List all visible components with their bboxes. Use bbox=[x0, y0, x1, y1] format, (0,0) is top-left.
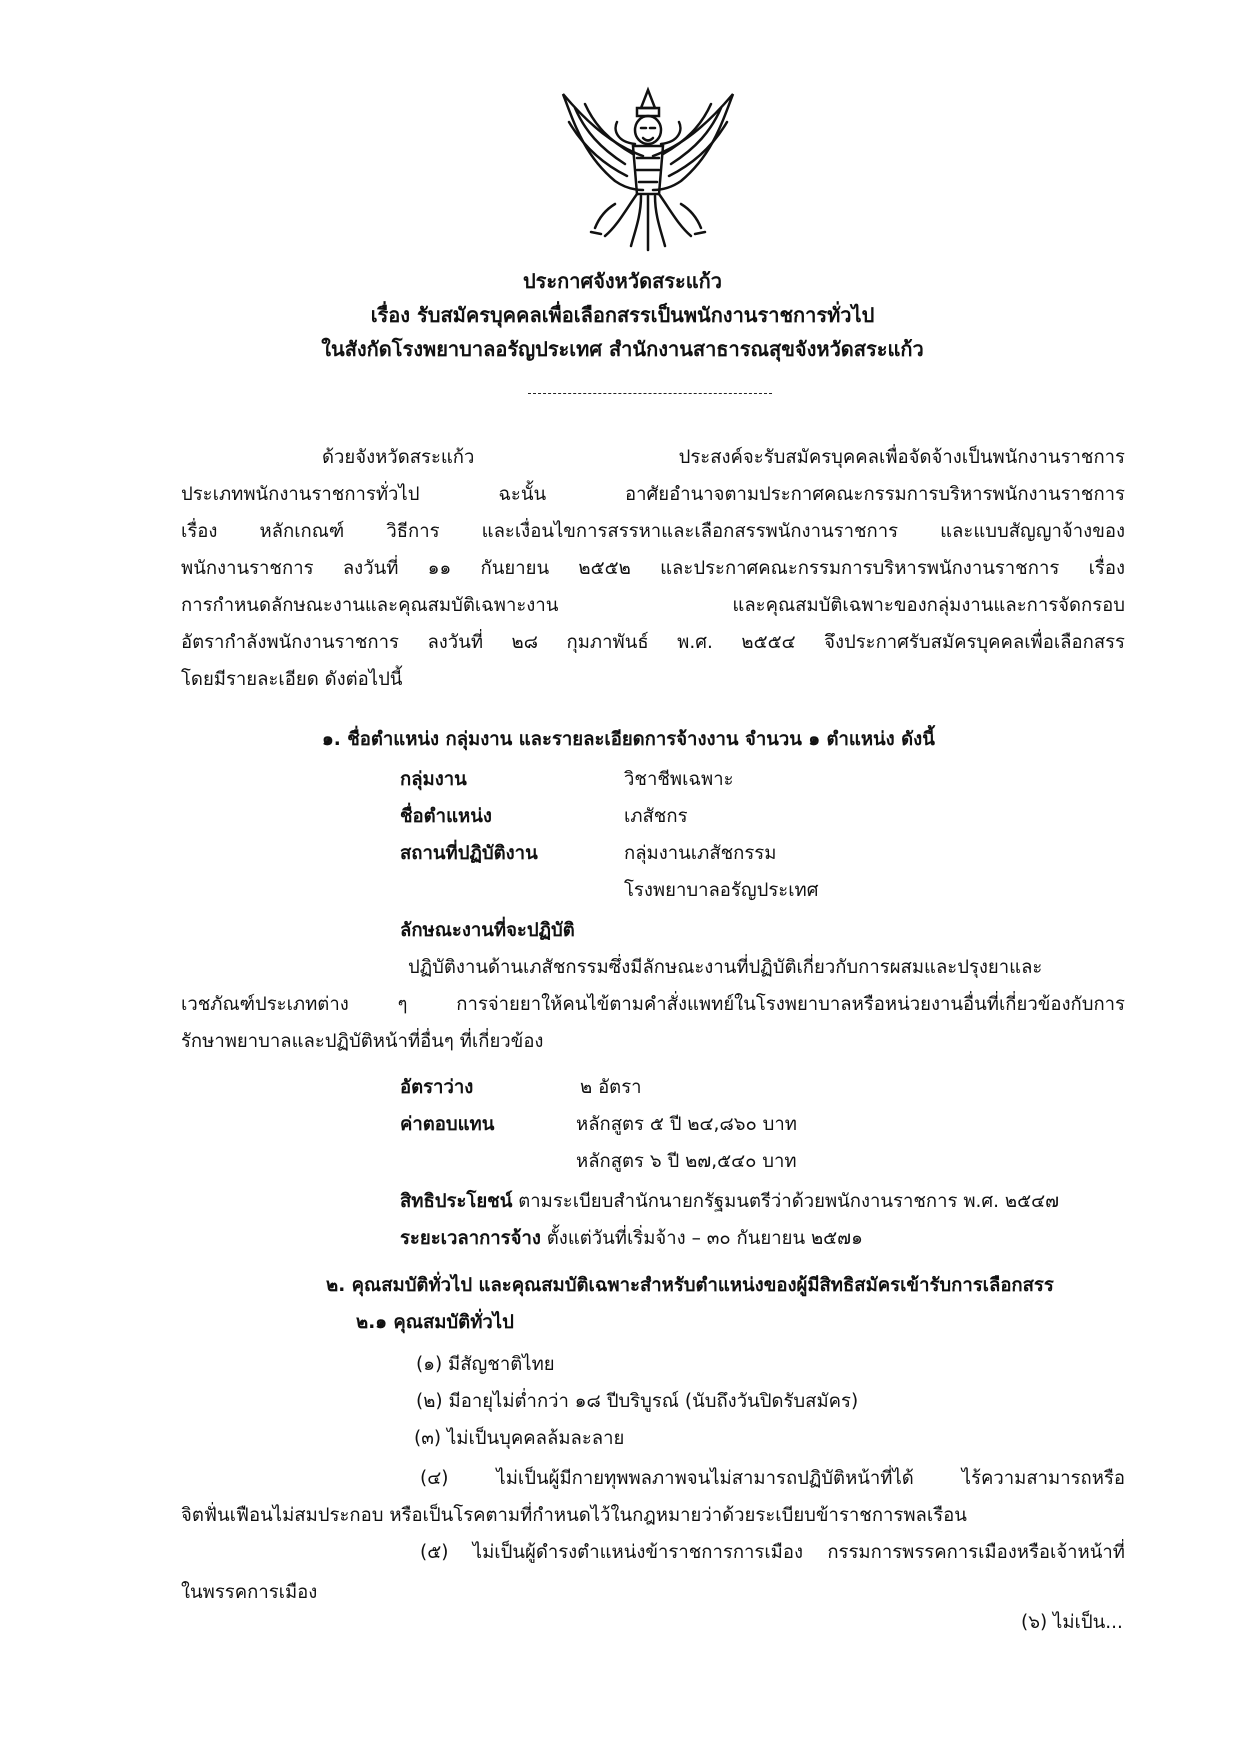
continued-marker: (๖) ไม่เป็น... bbox=[1021, 1612, 1123, 1633]
benefit-label: สิทธิประโยชน์ bbox=[400, 1191, 513, 1212]
period-row bbox=[400, 1226, 863, 1252]
pay-value: หลักสูตร ๕ ปี ๒๔,๘๖๐ บาท bbox=[576, 1114, 797, 1135]
benefit-row bbox=[400, 1189, 1059, 1215]
position-value: เภสัชกร bbox=[624, 806, 688, 827]
workplace-value: โรงพยาบาลอรัญประเทศ bbox=[624, 880, 819, 901]
qualification-item: (๑) มีสัญชาติไทย bbox=[416, 1354, 555, 1375]
section2-subheading: ๒.๑ คุณสมบัติทั่วไป bbox=[356, 1312, 514, 1333]
group-value: วิชาชีพเฉพาะ bbox=[624, 769, 734, 790]
position-label: ชื่อตำแหน่ง bbox=[400, 806, 492, 827]
vacancy-value: ๒ อัตรา bbox=[580, 1077, 642, 1098]
benefit-value: ตามระเบียบสำนักนายกรัฐมนตรีว่าด้วยพนักงานราชการ พ.ศ. ๒๕๔๗ bbox=[518, 1191, 1060, 1212]
qualification-item: (๓) ไม่เป็นบุคคลล้มละลาย bbox=[414, 1428, 625, 1449]
announcement-affiliation: ในสังกัดโรงพยาบาลอรัญประเทศ สำนักงานสาธารณสุขจังหวัดสระแก้ว bbox=[321, 337, 924, 361]
workplace-label: สถานที่ปฏิบัติงาน bbox=[400, 843, 538, 864]
workplace-value: กลุ่มงานเภสัชกรรม bbox=[624, 843, 777, 864]
qualification-item: (๕) ไม่เป็นผู้ดำรงตำแหน่งข้าราชการการเมือง กรรมการพรรคการเมืองหรือเจ้าหน้าที่ bbox=[420, 1542, 1125, 1563]
qualification-item: จิตฟั่นเฟือนไม่สมประกอบ หรือเป็นโรคตามที่กำหนดไว้ในกฎหมายว่าด้วยระเบียบข้าราชการพลเรือน bbox=[181, 1505, 967, 1526]
qualification-item: (๒) มีอายุไม่ต่ำกว่า ๑๘ ปีบริบูรณ์ (นับถึงวันปิดรับสมัคร) bbox=[416, 1391, 859, 1412]
intro-line: การกำหนดลักษณะงานและคุณสมบัติเฉพาะงาน และคุณสมบัติเฉพาะของกลุ่มงานและการจัดกรอบ bbox=[181, 595, 1125, 616]
section1-heading: ๑. ชื่อตำแหน่ง กลุ่มงาน และรายละเอียดการจ้างงาน จำนวน ๑ ตำแหน่ง ดังนี้ bbox=[322, 729, 935, 750]
intro-line: โดยมีรายละเอียด ดังต่อไปนี้ bbox=[181, 669, 403, 690]
announcement-subject: เรื่อง รับสมัครบุคคลเพื่อเลือกสรรเป็นพนักงานราชการทั่วไป bbox=[370, 303, 875, 327]
intro-line: อัตรากำลังพนักงานราชการ ลงวันที่ ๒๘ กุมภาพันธ์ พ.ศ. ๒๕๕๔ จึงประกาศรับสมัครบุคคลเพื่อเลือกสรร bbox=[181, 632, 1125, 653]
garuda-emblem-icon bbox=[555, 86, 741, 254]
duty-line: รักษาพยาบาลและปฏิบัติหน้าที่อื่นๆ ที่เกี่ยวข้อง bbox=[181, 1031, 544, 1052]
intro-line: ด้วยจังหวัดสระแก้ว ประสงค์จะรับสมัครบุคคลเพื่อจัดจ้างเป็นพนักงานราชการ bbox=[322, 447, 1125, 468]
intro-line: เรื่อง หลักเกณฑ์ วิธีการ และเงื่อนไขการสรรหาและเลือกสรรพนักงานราชการ และแบบสัญญาจ้างของ bbox=[181, 521, 1125, 542]
pay-label: ค่าตอบแทน bbox=[400, 1114, 495, 1135]
intro-line: พนักงานราชการ ลงวันที่ ๑๑ กันยายน ๒๕๕๒ และประกาศคณะกรรมการบริหารพนักงานราชการ เรื่อง bbox=[181, 558, 1125, 579]
title-divider bbox=[528, 393, 772, 394]
duty-line: ปฏิบัติงานด้านเภสัชกรรมซึ่งมีลักษณะงานที่ปฏิบัติเกี่ยวกับการผสมและปรุงยาและ bbox=[408, 957, 1043, 978]
qualification-item: (๔) ไม่เป็นผู้มีกายทุพพลภาพจนไม่สามารถปฏิบัติหน้าที่ได้ ไร้ความสามารถหรือ bbox=[420, 1468, 1125, 1489]
section2-heading: ๒. คุณสมบัติทั่วไป และคุณสมบัติเฉพาะสำหรับตำแหน่งของผู้มีสิทธิสมัครเข้ารับการเลือกสรร bbox=[326, 1275, 1054, 1296]
intro-line: ประเภทพนักงานราชการทั่วไป ฉะนั้น อาศัยอำนาจตามประกาศคณะกรรมการบริหารพนักงานราชการ bbox=[181, 484, 1125, 505]
vacancy-label: อัตราว่าง bbox=[400, 1077, 474, 1098]
duty-heading: ลักษณะงานที่จะปฏิบัติ bbox=[400, 920, 575, 941]
qualification-item: ในพรรคการเมือง bbox=[181, 1582, 318, 1603]
pay-value: หลักสูตร ๖ ปี ๒๗,๕๔๐ บาท bbox=[576, 1151, 797, 1172]
group-label: กลุ่มงาน bbox=[400, 769, 467, 790]
period-label: ระยะเวลาการจ้าง bbox=[400, 1228, 541, 1249]
period-value: ตั้งแต่วันที่เริ่มจ้าง – ๓๐ กันยายน ๒๕๗๑ bbox=[546, 1228, 863, 1249]
announcement-issuer: ประกาศจังหวัดสระแก้ว bbox=[522, 269, 723, 293]
duty-line: เวชภัณฑ์ประเภทต่าง ๆ การจ่ายยาให้คนไข้ตามคำสั่งแพทย์ในโรงพยาบาลหรือหน่วยงานอื่นที่เกี่ยวข้องกับการ bbox=[181, 994, 1125, 1015]
